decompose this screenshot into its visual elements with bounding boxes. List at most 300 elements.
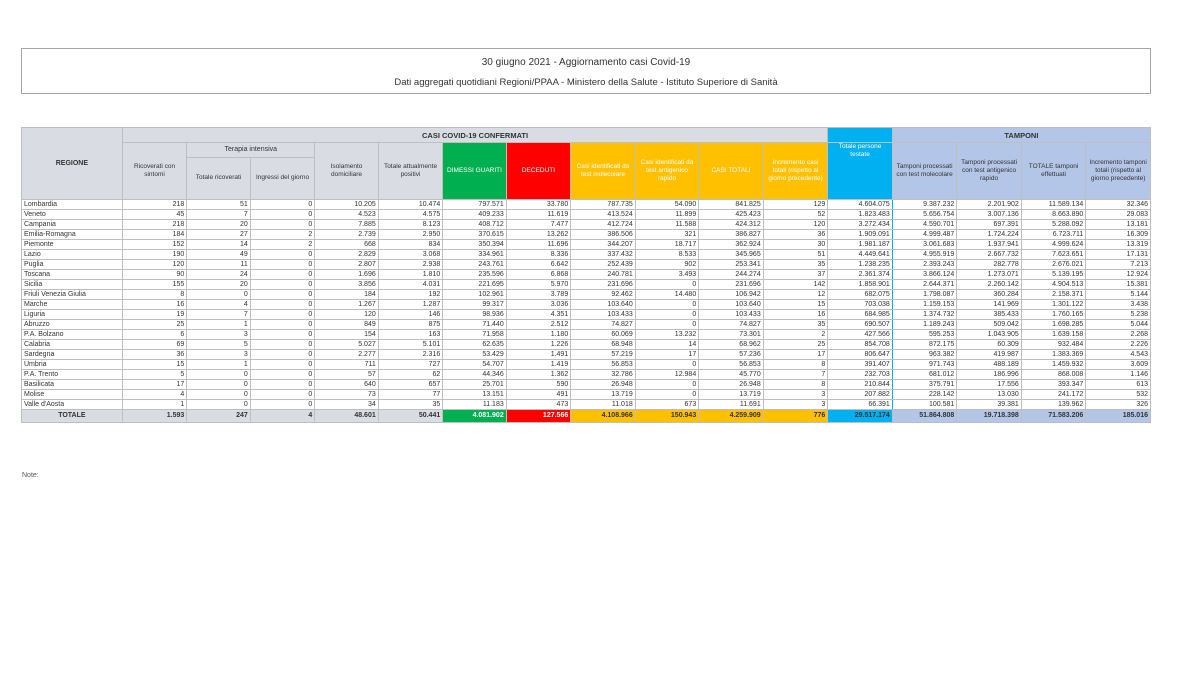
value-cell: 412.724 <box>571 220 636 230</box>
value-cell: 0 <box>250 310 315 320</box>
value-cell: 11.589.134 <box>1021 200 1086 210</box>
value-cell: 37 <box>763 270 828 280</box>
value-cell: 408.712 <box>443 220 506 230</box>
value-cell: 345.965 <box>699 250 764 260</box>
value-cell: 2.938 <box>378 260 443 270</box>
value-cell: 5.027 <box>315 340 378 350</box>
value-cell: 0 <box>250 260 315 270</box>
region-name-cell: Umbria <box>22 360 123 370</box>
value-cell: 17.556 <box>957 380 1022 390</box>
value-cell: 16 <box>763 310 828 320</box>
value-cell: 45 <box>122 210 187 220</box>
value-cell: 0 <box>250 210 315 220</box>
value-cell: 29.083 <box>1086 210 1151 220</box>
total-value-cell: 29.517.174 <box>828 410 893 423</box>
region-name-cell: Emilia-Romagna <box>22 230 123 240</box>
value-cell: 427.566 <box>828 330 893 340</box>
value-cell: 11.183 <box>443 400 506 410</box>
value-cell: 12.984 <box>635 370 698 380</box>
value-cell: 1.043.905 <box>957 330 1022 340</box>
value-cell: 13.319 <box>1086 240 1151 250</box>
value-cell: 3.061.683 <box>892 240 957 250</box>
value-cell: 1.639.158 <box>1021 330 1086 340</box>
value-cell: 491 <box>506 390 571 400</box>
header-deceduti: DECEDUTI <box>506 143 571 200</box>
note-label: Note: <box>22 472 39 479</box>
value-cell: 13.232 <box>635 330 698 340</box>
value-cell: 54.707 <box>443 360 506 370</box>
value-cell: 3.866.124 <box>892 270 957 280</box>
value-cell: 99.317 <box>443 300 506 310</box>
header-tamponi-molecolare: Tamponi processati con test molecolare <box>892 143 957 200</box>
value-cell: 120 <box>315 310 378 320</box>
covid-data-table <box>21 127 1151 423</box>
region-name-cell: Marche <box>22 300 123 310</box>
value-cell: 17 <box>122 380 187 390</box>
total-value-cell: 4.081.902 <box>443 410 506 423</box>
value-cell: 2.829 <box>315 250 378 260</box>
value-cell: 3 <box>763 390 828 400</box>
table-row <box>22 400 1151 410</box>
value-cell: 872.175 <box>892 340 957 350</box>
value-cell: 57.236 <box>699 350 764 360</box>
value-cell: 8.123 <box>378 220 443 230</box>
value-cell: 49 <box>187 250 250 260</box>
value-cell: 103.433 <box>571 310 636 320</box>
header-persone-testate: Totale persone testate <box>828 143 893 200</box>
table-row <box>22 220 1151 230</box>
value-cell: 8.663.890 <box>1021 210 1086 220</box>
value-cell: 385.433 <box>957 310 1022 320</box>
value-cell: 0 <box>250 380 315 390</box>
value-cell: 16.309 <box>1086 230 1151 240</box>
value-cell: 1.267 <box>315 300 378 310</box>
total-value-cell: 185.016 <box>1086 410 1151 423</box>
value-cell: 684.985 <box>828 310 893 320</box>
value-cell: 337.432 <box>571 250 636 260</box>
value-cell: 0 <box>635 380 698 390</box>
value-cell: 33.780 <box>506 200 571 210</box>
value-cell: 7.213 <box>1086 260 1151 270</box>
value-cell: 5.044 <box>1086 320 1151 330</box>
table-row <box>22 250 1151 260</box>
header-casi-totali: CASI TOTALI <box>699 143 764 200</box>
table-row <box>22 230 1151 240</box>
value-cell: 0 <box>250 270 315 280</box>
value-cell: 60.309 <box>957 340 1022 350</box>
value-cell: 51 <box>187 200 250 210</box>
value-cell: 77 <box>378 390 443 400</box>
value-cell: 184 <box>315 290 378 300</box>
value-cell: 590 <box>506 380 571 390</box>
value-cell: 68.948 <box>571 340 636 350</box>
header-incremento-tamponi: Incremento tamponi totali (rispetto al giorno precedente) <box>1086 143 1151 200</box>
value-cell: 57.219 <box>571 350 636 360</box>
value-cell: 2 <box>250 240 315 250</box>
value-cell: 362.924 <box>699 240 764 250</box>
value-cell: 4.604.075 <box>828 200 893 210</box>
header-totale-tamponi: TOTALE tamponi effettuati <box>1021 143 1086 200</box>
value-cell: 253.341 <box>699 260 764 270</box>
value-cell: 13.719 <box>571 390 636 400</box>
value-cell: 4.543 <box>1086 350 1151 360</box>
value-cell: 509.042 <box>957 320 1022 330</box>
region-name-cell: Toscana <box>22 270 123 280</box>
region-name-cell: Valle d'Aosta <box>22 400 123 410</box>
total-row <box>22 410 1151 423</box>
total-value-cell: 247 <box>187 410 250 423</box>
value-cell: 1 <box>122 400 187 410</box>
value-cell: 419.987 <box>957 350 1022 360</box>
value-cell: 207.882 <box>828 390 893 400</box>
value-cell: 0 <box>250 280 315 290</box>
value-cell: 2 <box>763 330 828 340</box>
value-cell: 92.462 <box>571 290 636 300</box>
value-cell: 0 <box>250 360 315 370</box>
header-casi-antigenico: Casi identificati da test antigenico rapido <box>635 143 698 200</box>
value-cell: 14.480 <box>635 290 698 300</box>
value-cell: 360.284 <box>957 290 1022 300</box>
value-cell: 35 <box>378 400 443 410</box>
table-row <box>22 330 1151 340</box>
value-cell: 11.899 <box>635 210 698 220</box>
value-cell: 370.615 <box>443 230 506 240</box>
value-cell: 5 <box>187 340 250 350</box>
value-cell: 0 <box>187 370 250 380</box>
value-cell: 0 <box>250 290 315 300</box>
value-cell: 5.139.195 <box>1021 270 1086 280</box>
value-cell: 103.640 <box>699 300 764 310</box>
value-cell: 62 <box>378 370 443 380</box>
total-value-cell: 19.718.398 <box>957 410 1022 423</box>
header-group-casi: CASI COVID-19 CONFERMATI <box>122 128 828 143</box>
value-cell: 15.381 <box>1086 280 1151 290</box>
value-cell: 7.885 <box>315 220 378 230</box>
value-cell: 0 <box>187 380 250 390</box>
value-cell: 4.999.487 <box>892 230 957 240</box>
value-cell: 57 <box>315 370 378 380</box>
value-cell: 425.423 <box>699 210 764 220</box>
value-cell: 2.260.142 <box>957 280 1022 290</box>
value-cell: 60.069 <box>571 330 636 340</box>
value-cell: 5.288.092 <box>1021 220 1086 230</box>
value-cell: 4.575 <box>378 210 443 220</box>
value-cell: 344.207 <box>571 240 636 250</box>
value-cell: 5 <box>122 370 187 380</box>
value-cell: 120 <box>763 220 828 230</box>
value-cell: 681.012 <box>892 370 957 380</box>
table-row <box>22 280 1151 290</box>
value-cell: 24 <box>187 270 250 280</box>
value-cell: 32.786 <box>571 370 636 380</box>
value-cell: 1.273.071 <box>957 270 1022 280</box>
value-cell: 240.781 <box>571 270 636 280</box>
value-cell: 13.719 <box>699 390 764 400</box>
total-value-cell: 51.864.808 <box>892 410 957 423</box>
value-cell: 334.961 <box>443 250 506 260</box>
total-value-cell: 1.593 <box>122 410 187 423</box>
value-cell: 0 <box>250 300 315 310</box>
value-cell: 25.701 <box>443 380 506 390</box>
total-value-cell: 776 <box>763 410 828 423</box>
value-cell: 7 <box>763 370 828 380</box>
value-cell: 690.507 <box>828 320 893 330</box>
value-cell: 1.724.224 <box>957 230 1022 240</box>
value-cell: 2.807 <box>315 260 378 270</box>
value-cell: 0 <box>250 400 315 410</box>
value-cell: 797.571 <box>443 200 506 210</box>
value-cell: 17 <box>763 350 828 360</box>
value-cell: 668 <box>315 240 378 250</box>
value-cell: 0 <box>635 280 698 290</box>
value-cell: 7.623.651 <box>1021 250 1086 260</box>
value-cell: 8 <box>763 360 828 370</box>
value-cell: 32.346 <box>1086 200 1151 210</box>
value-cell: 727 <box>378 360 443 370</box>
value-cell: 5.101 <box>378 340 443 350</box>
value-cell: 221.695 <box>443 280 506 290</box>
value-cell: 52 <box>763 210 828 220</box>
value-cell: 806.647 <box>828 350 893 360</box>
value-cell: 673 <box>635 400 698 410</box>
value-cell: 12 <box>763 290 828 300</box>
value-cell: 1.383.369 <box>1021 350 1086 360</box>
table-row <box>22 200 1151 210</box>
value-cell: 30 <box>763 240 828 250</box>
value-cell: 682.075 <box>828 290 893 300</box>
table-row <box>22 370 1151 380</box>
value-cell: 231.696 <box>699 280 764 290</box>
region-name-cell: Lombardia <box>22 200 123 210</box>
value-cell: 74.827 <box>699 320 764 330</box>
value-cell: 1.362 <box>506 370 571 380</box>
value-cell: 1.698.285 <box>1021 320 1086 330</box>
value-cell: 66.391 <box>828 400 893 410</box>
value-cell: 613 <box>1086 380 1151 390</box>
value-cell: 26.948 <box>699 380 764 390</box>
value-cell: 142 <box>763 280 828 290</box>
value-cell: 1.909.091 <box>828 230 893 240</box>
value-cell: 971.743 <box>892 360 957 370</box>
value-cell: 2 <box>250 230 315 240</box>
value-cell: 35 <box>763 320 828 330</box>
value-cell: 1.287 <box>378 300 443 310</box>
value-cell: 4.904.513 <box>1021 280 1086 290</box>
value-cell: 192 <box>378 290 443 300</box>
value-cell: 282.778 <box>957 260 1022 270</box>
value-cell: 834 <box>378 240 443 250</box>
region-name-cell: Lazio <box>22 250 123 260</box>
value-cell: 241.172 <box>1021 390 1086 400</box>
table-row <box>22 340 1151 350</box>
value-cell: 1.858.901 <box>828 280 893 290</box>
value-cell: 4 <box>122 390 187 400</box>
table-row <box>22 300 1151 310</box>
header-isolamento: Isolamento domiciliare <box>315 143 378 200</box>
value-cell: 102.961 <box>443 290 506 300</box>
value-cell: 2.667.732 <box>957 250 1022 260</box>
value-cell: 235.596 <box>443 270 506 280</box>
value-cell: 27 <box>187 230 250 240</box>
value-cell: 321 <box>635 230 698 240</box>
value-cell: 595.253 <box>892 330 957 340</box>
value-cell: 4.999.624 <box>1021 240 1086 250</box>
value-cell: 386.827 <box>699 230 764 240</box>
value-cell: 13.151 <box>443 390 506 400</box>
header-blank-blue <box>828 128 893 143</box>
value-cell: 6 <box>122 330 187 340</box>
value-cell: 1.159.153 <box>892 300 957 310</box>
value-cell: 711 <box>315 360 378 370</box>
report-title-box <box>21 48 1151 94</box>
total-value-cell: 127.566 <box>506 410 571 423</box>
value-cell: 190 <box>122 250 187 260</box>
value-cell: 155 <box>122 280 187 290</box>
value-cell: 129 <box>763 200 828 210</box>
table-row <box>22 360 1151 370</box>
total-value-cell: 4.108.966 <box>571 410 636 423</box>
value-cell: 6.723.711 <box>1021 230 1086 240</box>
value-cell: 2.361.374 <box>828 270 893 280</box>
value-cell: 391.407 <box>828 360 893 370</box>
value-cell: 1.823.483 <box>828 210 893 220</box>
value-cell: 1.810 <box>378 270 443 280</box>
value-cell: 963.382 <box>892 350 957 360</box>
value-cell: 2.316 <box>378 350 443 360</box>
value-cell: 6.642 <box>506 260 571 270</box>
table-row <box>22 260 1151 270</box>
table-row <box>22 380 1151 390</box>
value-cell: 854.708 <box>828 340 893 350</box>
value-cell: 11.696 <box>506 240 571 250</box>
total-value-cell: 4 <box>250 410 315 423</box>
value-cell: 424.312 <box>699 220 764 230</box>
value-cell: 1.374.732 <box>892 310 957 320</box>
region-name-cell: Liguria <box>22 310 123 320</box>
value-cell: 71.958 <box>443 330 506 340</box>
value-cell: 841.825 <box>699 200 764 210</box>
value-cell: 0 <box>250 390 315 400</box>
value-cell: 154 <box>315 330 378 340</box>
value-cell: 8 <box>122 290 187 300</box>
value-cell: 3.789 <box>506 290 571 300</box>
value-cell: 163 <box>378 330 443 340</box>
region-name-cell: P.A. Bolzano <box>22 330 123 340</box>
value-cell: 1.238.235 <box>828 260 893 270</box>
value-cell: 3.493 <box>635 270 698 280</box>
value-cell: 3.609 <box>1086 360 1151 370</box>
value-cell: 186.996 <box>957 370 1022 380</box>
value-cell: 10.205 <box>315 200 378 210</box>
value-cell: 4.449.641 <box>828 250 893 260</box>
value-cell: 12.924 <box>1086 270 1151 280</box>
value-cell: 53.429 <box>443 350 506 360</box>
table-row <box>22 290 1151 300</box>
value-cell: 3.007.136 <box>957 210 1022 220</box>
value-cell: 69 <box>122 340 187 350</box>
header-terapia-intensiva: Terapia intensiva <box>187 143 315 158</box>
table-row <box>22 240 1151 250</box>
region-name-cell: P.A. Trento <box>22 370 123 380</box>
table-row <box>22 390 1151 400</box>
value-cell: 1.189.243 <box>892 320 957 330</box>
value-cell: 18.717 <box>635 240 698 250</box>
value-cell: 26.948 <box>571 380 636 390</box>
total-value-cell: 48.601 <box>315 410 378 423</box>
value-cell: 103.640 <box>571 300 636 310</box>
value-cell: 0 <box>635 320 698 330</box>
table-row <box>22 310 1151 320</box>
header-totale-positivi: Totale attualmente positivi <box>378 143 443 200</box>
header-ingressi: Ingressi del giorno <box>250 157 315 200</box>
region-name-cell: Molise <box>22 390 123 400</box>
value-cell: 0 <box>250 320 315 330</box>
value-cell: 210.844 <box>828 380 893 390</box>
value-cell: 0 <box>187 390 250 400</box>
value-cell: 73.301 <box>699 330 764 340</box>
value-cell: 13.030 <box>957 390 1022 400</box>
value-cell: 640 <box>315 380 378 390</box>
value-cell: 252.439 <box>571 260 636 270</box>
value-cell: 6.868 <box>506 270 571 280</box>
value-cell: 244.274 <box>699 270 764 280</box>
value-cell: 106.942 <box>699 290 764 300</box>
value-cell: 62.635 <box>443 340 506 350</box>
header-regione: REGIONE <box>22 128 123 200</box>
value-cell: 1 <box>187 320 250 330</box>
value-cell: 4.590.701 <box>892 220 957 230</box>
report-title: 30 giugno 2021 - Aggiornamento casi Covid-19 <box>481 57 691 68</box>
value-cell: 1.459.932 <box>1021 360 1086 370</box>
value-cell: 488.189 <box>957 360 1022 370</box>
value-cell: 1.146 <box>1086 370 1151 380</box>
value-cell: 243.761 <box>443 260 506 270</box>
value-cell: 2.158.371 <box>1021 290 1086 300</box>
value-cell: 1.981.187 <box>828 240 893 250</box>
value-cell: 1.491 <box>506 350 571 360</box>
table-row <box>22 320 1151 330</box>
value-cell: 1.798.087 <box>892 290 957 300</box>
value-cell: 19 <box>122 310 187 320</box>
header-incremento-casi: Incremento casi totali (rispetto al giorno precedente) <box>763 143 828 200</box>
value-cell: 2.393.243 <box>892 260 957 270</box>
table-row <box>22 350 1151 360</box>
value-cell: 13.262 <box>506 230 571 240</box>
value-cell: 34 <box>315 400 378 410</box>
value-cell: 51 <box>763 250 828 260</box>
value-cell: 2.512 <box>506 320 571 330</box>
header-group-tamponi: TAMPONI <box>892 128 1150 143</box>
value-cell: 1.180 <box>506 330 571 340</box>
value-cell: 90 <box>122 270 187 280</box>
header-totale-ricoverati: Totale ricoverati <box>187 157 250 200</box>
region-name-cell: Calabria <box>22 340 123 350</box>
value-cell: 4.955.919 <box>892 250 957 260</box>
value-cell: 902 <box>635 260 698 270</box>
value-cell: 10.474 <box>378 200 443 210</box>
value-cell: 2.676.021 <box>1021 260 1086 270</box>
value-cell: 0 <box>635 390 698 400</box>
value-cell: 0 <box>250 250 315 260</box>
value-cell: 11.619 <box>506 210 571 220</box>
value-cell: 4.351 <box>506 310 571 320</box>
value-cell: 8 <box>763 380 828 390</box>
value-cell: 2.201.902 <box>957 200 1022 210</box>
value-cell: 703.038 <box>828 300 893 310</box>
value-cell: 231.696 <box>571 280 636 290</box>
value-cell: 139.962 <box>1021 400 1086 410</box>
value-cell: 103.433 <box>699 310 764 320</box>
